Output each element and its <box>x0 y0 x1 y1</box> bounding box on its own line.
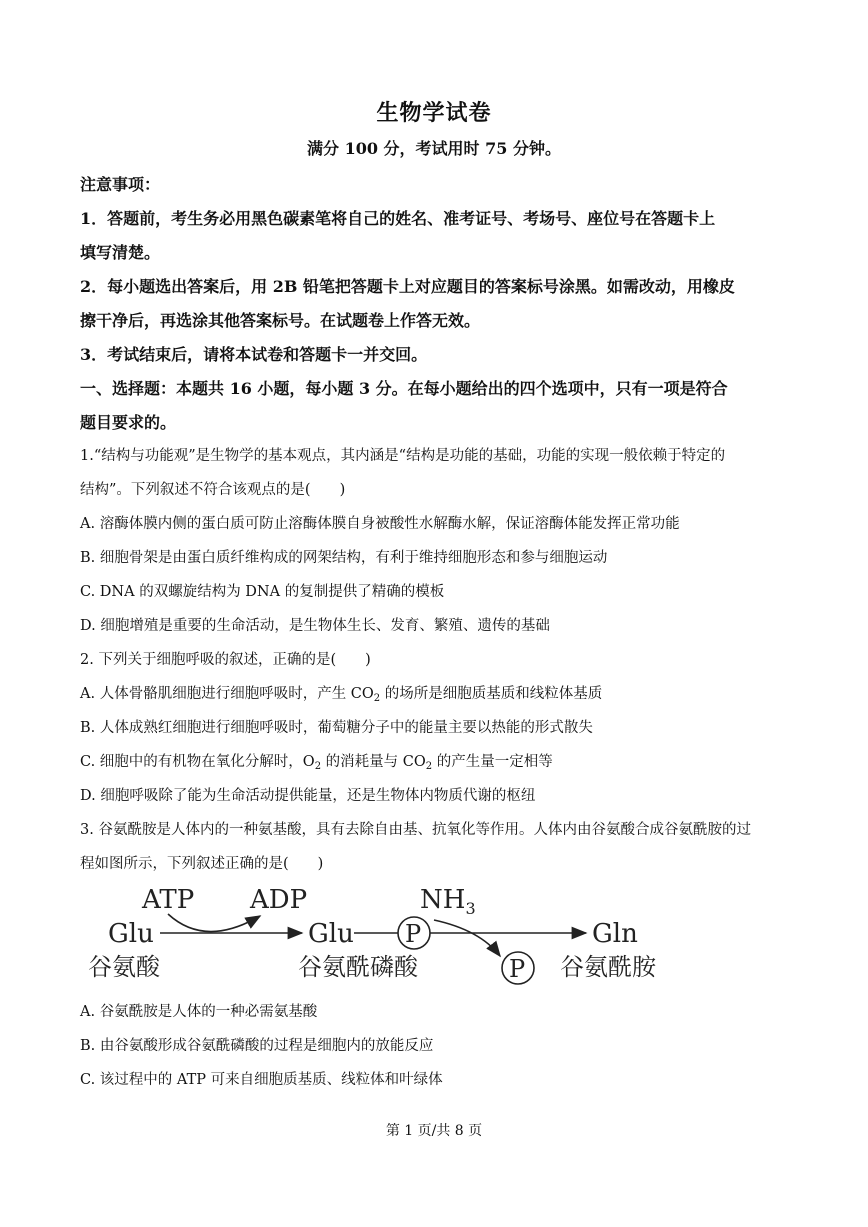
phosphate-label-1: P <box>405 920 422 948</box>
page-number: 第 1 页/共 8 页 <box>385 1123 483 1139</box>
q3-option-a: A. 谷氨酰胺是人体的一种必需氨基酸 <box>80 1004 318 1020</box>
section-heading-line-1: 一、选择题：本题共 16 小题，每小题 3 分。在每小题给出的四个选项中，只有一项是符合 <box>80 379 728 398</box>
adp-label: ADP <box>250 885 308 915</box>
atp-label: ATP <box>142 885 195 915</box>
q2-option-a: A. 人体骨骼肌细胞进行细胞呼吸时，产生 $CO_2$ 的场所是细胞质基质和线粒体基质 <box>80 686 603 704</box>
q2-stem: 2. 下列关于细胞呼吸的叙述，正确的是( ) <box>80 652 371 668</box>
note-2-line-1: 2．每小题选出答案后，用 2B 铅笔把答题卡上对应题目的答案标号涂黑。如需改动，用橡皮 <box>80 277 735 296</box>
q1-option-a: A. 溶酶体膜内侧的蛋白质可防止溶酶体膜自身被酸性水解酶水解，保证溶酶体能发挥正常功能 <box>80 516 680 532</box>
q1-option-b: B. 细胞骨架是由蛋白质纤维构成的网架结构，有利于维持细胞形态和参与细胞运动 <box>80 550 608 566</box>
q3-option-c: C. 该过程中的 ATP 可来自细胞质基质、线粒体和叶绿体 <box>80 1072 443 1088</box>
section-heading-line-2: 题目要求的。 <box>80 413 177 432</box>
q2-option-d: D. 细胞呼吸除了能为生命活动提供能量，还是生物体内物质代谢的枢纽 <box>80 788 536 804</box>
phosphate-release-arrow <box>434 920 500 956</box>
note-1-line-1: 1．答题前，考生务必用黑色碳素笔将自己的姓名、准考证号、考场号、座位号在答题卡上 <box>80 209 716 228</box>
page-title: 生物学试卷 <box>376 100 492 126</box>
gln-label: Gln <box>592 919 638 949</box>
exam-info: 满分 100 分，考试用时 75 分钟。 <box>307 139 561 158</box>
q3-option-b: B. 由谷氨酸形成谷氨酰磷酸的过程是细胞内的放能反应 <box>80 1038 434 1054</box>
q2-option-b: B. 人体成熟红细胞进行细胞呼吸时，葡萄糖分子中的能量主要以热能的形式散失 <box>80 720 593 736</box>
q1-option-d: D. 细胞增殖是重要的生命活动，是生物体生长、发育、繁殖、遗传的基础 <box>80 618 550 634</box>
glu-name: 谷氨酸 <box>88 953 160 981</box>
glu-phosphate-name: 谷氨酰磷酸 <box>298 953 418 981</box>
q1-stem-line-1: 1.“结构与功能观”是生物学的基本观点，其内涵是“结构是功能的基础，功能的实现一般依赖于特定的 <box>80 448 726 464</box>
glutamine-synthesis-diagram <box>80 880 680 990</box>
phosphate-label-2: P <box>509 955 526 983</box>
nh3-label: $NH_3$ <box>420 885 476 918</box>
notes-heading: 注意事项： <box>80 175 161 194</box>
q2-option-c: C. 细胞中的有机物在氧化分解时，$O_2$ 的消耗量与 $CO_2$ 的产生量一定相等 <box>80 754 553 772</box>
q1-stem-line-2: 结构”。下列叙述不符合该观点的是( ) <box>80 482 346 498</box>
q1-option-c: C. DNA 的双螺旋结构为 DNA 的复制提供了精确的模板 <box>80 584 445 600</box>
note-1-line-2: 填写清楚。 <box>80 243 161 262</box>
q3-stem-line-1: 3. 谷氨酰胺是人体内的一种氨基酸，具有去除自由基、抗氧化等作用。人体内由谷氨酸合成谷氨酰胺的过 <box>80 822 751 838</box>
note-3: 3．考试结束后，请将本试卷和答题卡一并交回。 <box>80 345 428 364</box>
glu-label-1: Glu <box>108 919 154 949</box>
atp-adp-arrow <box>168 914 260 932</box>
q3-stem-line-2: 程如图所示，下列叙述正确的是( ) <box>80 856 324 872</box>
note-2-line-2: 擦干净后，再选涂其他答案标号。在试题卷上作答无效。 <box>80 311 481 330</box>
glu-label-2: Glu <box>308 919 354 949</box>
gln-name: 谷氨酰胺 <box>560 953 656 981</box>
